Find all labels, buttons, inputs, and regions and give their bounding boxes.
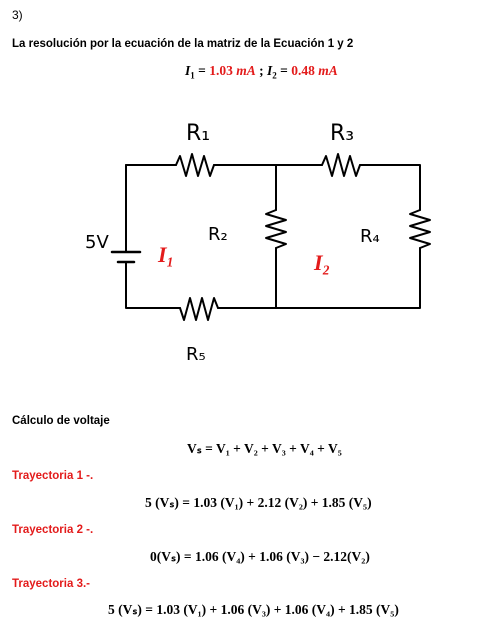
i2-unit: mA [318, 63, 338, 78]
kvl-equation: Vₛ = V₁ + V₂ + V₃ + V₄ + V₅ [187, 441, 342, 456]
loop-i1-label: I₁ [158, 242, 175, 267]
path-2-equation: 0(Vₛ) = 1.06 (V₄) + 1.06 (V₃) − 2.12(V₂) [150, 549, 370, 564]
wire-right [276, 248, 420, 308]
i2-symbol: I [266, 63, 273, 78]
voltage-section-title: Cálculo de voltaje [12, 415, 110, 427]
resistor-r5 [180, 298, 218, 320]
i1-symbol: I [185, 63, 191, 78]
resistor-r1 [176, 154, 214, 176]
path-1-equation: 5 (Vₛ) = 1.03 (V₁) + 2.12 (V₂) + 1.85 (V₅) [145, 495, 372, 510]
wire-top-right [360, 165, 420, 210]
resistor-r2 [266, 210, 286, 248]
currents-result: $I_1 = 1.03$ mA ; $I_2 = 0.48$ mA [185, 63, 338, 81]
loop-i2-label: I₂ [314, 250, 331, 275]
resistor-r3 [322, 154, 360, 176]
path-2-label: Trayectoria 2 -. [12, 524, 94, 536]
i2-subscript: 2 [272, 70, 277, 81]
heading: La resolución por la ecuación de la matriz de la Ecuación 1 y 2 [12, 38, 354, 50]
resistor-r4 [410, 210, 430, 248]
r4-label: R₄ [360, 226, 380, 247]
circuit-diagram [0, 100, 477, 380]
i2-value: 0.48 [291, 63, 315, 78]
currents-separator: ; [259, 63, 264, 78]
r5-label: R₅ [186, 344, 206, 365]
path-1-label: Trayectoria 1 -. [12, 470, 94, 482]
source-label: 5V [85, 232, 109, 253]
i1-value: 1.03 [209, 63, 233, 78]
problem-number: 3) [12, 8, 23, 22]
i1-subscript: 1 [190, 70, 195, 81]
r1-label: R₁ [186, 121, 211, 146]
i1-unit: mA [236, 63, 256, 78]
path-3-equation: 5 (Vₛ) = 1.03 (V₁) + 1.06 (V₃) + 1.06 (V₄) + 1.85 (V₅) [108, 602, 399, 617]
r3-label: R₃ [330, 121, 355, 146]
path-3-label: Trayectoria 3.- [12, 578, 90, 590]
wire-bottom-left [126, 270, 180, 308]
r2-label: R₂ [208, 224, 228, 245]
